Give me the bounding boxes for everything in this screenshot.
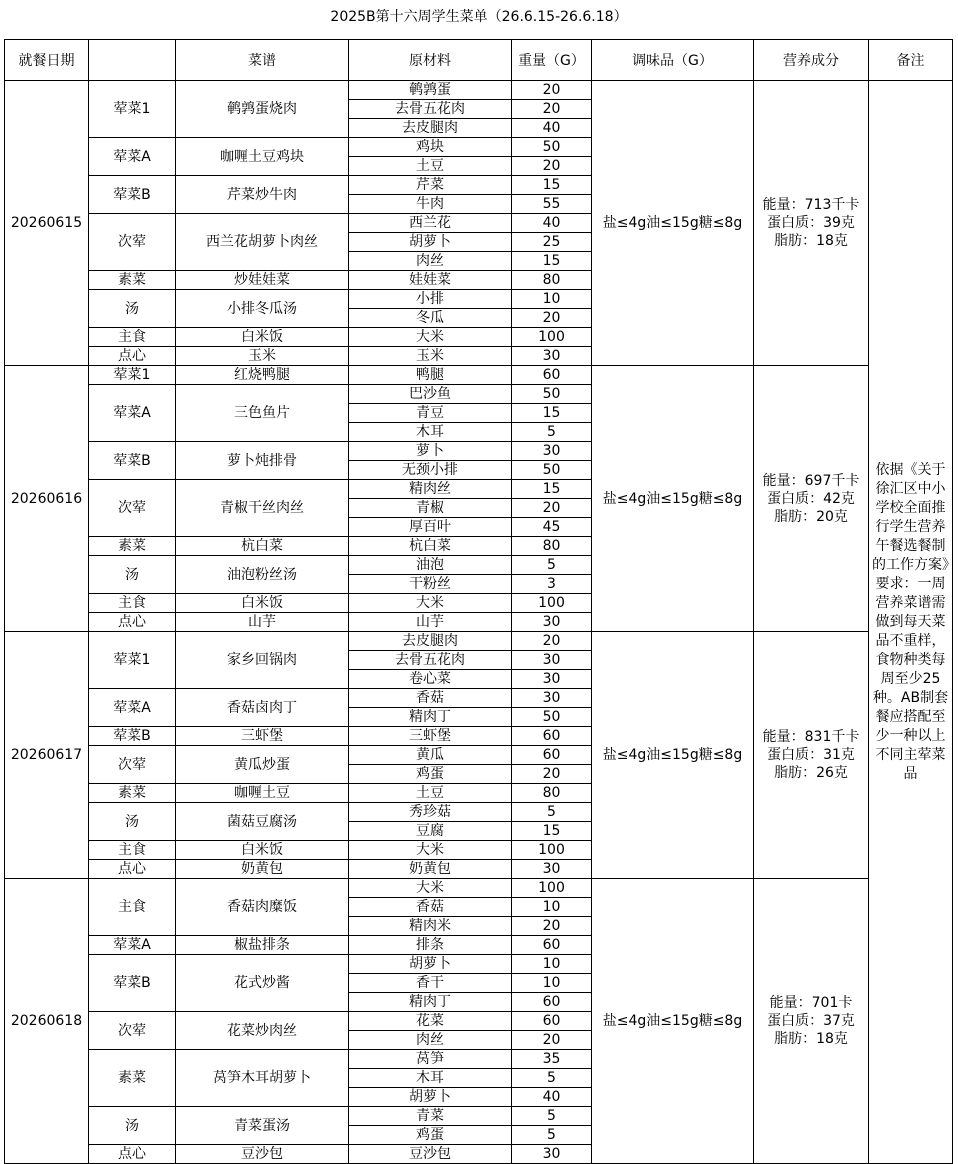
ingredient-weight: 10 (512, 955, 592, 974)
nutrition-line: 蛋白质：39克 (767, 215, 855, 231)
dish-category: 点心 (89, 347, 176, 366)
ingredient-weight: 30 (512, 1145, 592, 1164)
ingredient-weight: 50 (512, 461, 592, 480)
ingredient-weight: 100 (512, 879, 592, 898)
nutrition-info (754, 632, 869, 879)
dish-category: 荤菜A (89, 936, 176, 955)
ingredient-name: 芹菜 (349, 176, 512, 195)
dish-category: 次荤 (89, 1012, 176, 1050)
ingredient-name: 杭白菜 (349, 537, 512, 556)
table-row (5, 81, 953, 100)
dish-category: 荤菜B (89, 176, 176, 214)
meal-date: 20260618 (5, 879, 89, 1164)
dish-name: 咖喱土豆 (176, 784, 349, 803)
nutrition-line: 能量：713千卡 (762, 197, 860, 213)
ingredient-weight: 60 (512, 727, 592, 746)
ingredient-name: 厚百叶 (349, 518, 512, 537)
ingredient-weight: 45 (512, 518, 592, 537)
dish-name: 黄瓜炒蛋 (176, 746, 349, 784)
dish-category: 汤 (89, 803, 176, 841)
ingredient-name: 去皮腿肉 (349, 632, 512, 651)
ingredient-name: 无颈小排 (349, 461, 512, 480)
ingredient-weight: 30 (512, 670, 592, 689)
ingredient-weight: 20 (512, 765, 592, 784)
dish-category: 点心 (89, 860, 176, 879)
ingredient-weight: 20 (512, 1031, 592, 1050)
nutrition-line: 蛋白质：42克 (767, 490, 855, 507)
ingredient-weight: 80 (512, 537, 592, 556)
ingredient-weight: 40 (512, 119, 592, 138)
header-row (5, 40, 953, 81)
dish-name: 香菇卤肉丁 (176, 689, 349, 727)
dish-name: 芹菜炒牛肉 (176, 176, 349, 214)
nutrition-line: 能量：697千卡 (762, 472, 860, 489)
ingredient-name: 西兰花 (349, 214, 512, 233)
ingredient-name: 牛肉 (349, 195, 512, 214)
ingredient-name: 精肉米 (349, 917, 512, 936)
ingredient-weight: 15 (512, 176, 592, 195)
seasoning-limit: 盐≤4g油≤15g糖≤8g (592, 632, 754, 879)
dish-category: 汤 (89, 556, 176, 594)
dish-name: 炒娃娃菜 (176, 271, 349, 290)
dish-category: 荤菜1 (89, 632, 176, 689)
dish-name: 油泡粉丝汤 (176, 556, 349, 594)
ingredient-weight: 20 (512, 100, 592, 119)
ingredient-weight: 60 (512, 366, 592, 385)
dish-category: 点心 (89, 1145, 176, 1164)
dish-name: 红烧鸭腿 (176, 366, 349, 385)
ingredient-weight: 15 (512, 252, 592, 271)
ingredient-name: 香菇 (349, 898, 512, 917)
ingredient-name: 青豆 (349, 404, 512, 423)
dish-category: 点心 (89, 613, 176, 632)
ingredient-name: 去骨五花肉 (349, 651, 512, 670)
ingredient-name: 玉米 (349, 347, 512, 366)
dish-category: 素菜 (89, 271, 176, 290)
ingredient-name: 精肉丁 (349, 708, 512, 727)
dish-name: 家乡回锅肉 (176, 632, 349, 689)
ingredient-name: 冬瓜 (349, 309, 512, 328)
ingredient-name: 大米 (349, 328, 512, 347)
dish-category: 荤菜B (89, 727, 176, 746)
ingredient-name: 木耳 (349, 1069, 512, 1088)
ingredient-weight: 100 (512, 841, 592, 860)
ingredient-name: 肉丝 (349, 1031, 512, 1050)
ingredient-weight: 3 (512, 575, 592, 594)
ingredient-name: 青菜 (349, 1107, 512, 1126)
ingredient-weight: 80 (512, 784, 592, 803)
ingredient-weight: 40 (512, 1088, 592, 1107)
dish-name: 咖喱土豆鸡块 (176, 138, 349, 176)
ingredient-weight: 15 (512, 822, 592, 841)
ingredient-weight: 20 (512, 917, 592, 936)
header-weight: 重量（G） (512, 40, 592, 81)
dish-category: 荤菜1 (89, 366, 176, 385)
ingredient-name: 鸡蛋 (349, 765, 512, 784)
ingredient-name: 香菇 (349, 689, 512, 708)
ingredient-weight: 20 (512, 309, 592, 328)
dish-name: 奶黄包 (176, 860, 349, 879)
dish-category: 素菜 (89, 1050, 176, 1107)
ingredient-weight: 50 (512, 385, 592, 404)
ingredient-name: 木耳 (349, 423, 512, 442)
ingredient-name: 莴笋 (349, 1050, 512, 1069)
table-row (5, 632, 953, 651)
dish-category: 主食 (89, 841, 176, 860)
dish-name: 白米饭 (176, 841, 349, 860)
nutrition-info (754, 81, 869, 366)
ingredient-name: 排条 (349, 936, 512, 955)
ingredient-weight: 50 (512, 138, 592, 157)
ingredient-name: 去骨五花肉 (349, 100, 512, 119)
seasoning-limit: 盐≤4g油≤15g糖≤8g (592, 879, 754, 1164)
header-remark: 备注 (869, 40, 953, 81)
ingredient-name: 香干 (349, 974, 512, 993)
ingredient-weight: 30 (512, 442, 592, 461)
ingredient-name: 胡萝卜 (349, 955, 512, 974)
dish-name: 三色鱼片 (176, 385, 349, 442)
ingredient-name: 胡萝卜 (349, 233, 512, 252)
header-dish: 菜谱 (176, 40, 349, 81)
ingredient-weight: 25 (512, 233, 592, 252)
ingredient-name: 花菜 (349, 1012, 512, 1031)
menu-body (5, 81, 953, 1164)
ingredient-weight: 5 (512, 803, 592, 822)
dish-category: 荤菜A (89, 138, 176, 176)
dish-name: 山芋 (176, 613, 349, 632)
ingredient-name: 土豆 (349, 157, 512, 176)
ingredient-weight: 20 (512, 81, 592, 100)
dish-category: 次荤 (89, 746, 176, 784)
ingredient-weight: 10 (512, 974, 592, 993)
dish-name: 西兰花胡萝卜肉丝 (176, 214, 349, 271)
ingredient-name: 精肉丝 (349, 480, 512, 499)
header-seasoning: 调味品（G） (592, 40, 754, 81)
menu-table (4, 39, 953, 1164)
ingredient-name: 鹌鹑蛋 (349, 81, 512, 100)
ingredient-name: 精肉丁 (349, 993, 512, 1012)
ingredient-name: 山芋 (349, 613, 512, 632)
ingredient-name: 大米 (349, 594, 512, 613)
dish-name: 花菜炒肉丝 (176, 1012, 349, 1050)
ingredient-name: 豆沙包 (349, 1145, 512, 1164)
ingredient-weight: 35 (512, 1050, 592, 1069)
ingredient-name: 鸭腿 (349, 366, 512, 385)
dish-name: 玉米 (176, 347, 349, 366)
ingredient-weight: 5 (512, 556, 592, 575)
ingredient-name: 青椒 (349, 499, 512, 518)
ingredient-weight: 5 (512, 423, 592, 442)
ingredient-weight: 30 (512, 613, 592, 632)
header-ingredient: 原材料 (349, 40, 512, 81)
dish-category: 荤菜1 (89, 81, 176, 138)
ingredient-name: 豆腐 (349, 822, 512, 841)
ingredient-weight: 5 (512, 1126, 592, 1145)
ingredient-name: 黄瓜 (349, 746, 512, 765)
ingredient-name: 去皮腿肉 (349, 119, 512, 138)
dish-name: 白米饭 (176, 328, 349, 347)
meal-date: 20260617 (5, 632, 89, 879)
ingredient-name: 鸡块 (349, 138, 512, 157)
ingredient-weight: 20 (512, 499, 592, 518)
dish-name: 青椒干丝肉丝 (176, 480, 349, 537)
dish-name: 椒盐排条 (176, 936, 349, 955)
nutrition-line: 蛋白质：31克 (767, 747, 855, 763)
dish-category: 主食 (89, 879, 176, 936)
seasoning-limit: 盐≤4g油≤15g糖≤8g (592, 81, 754, 366)
dish-name: 萝卜炖排骨 (176, 442, 349, 480)
ingredient-weight: 50 (512, 708, 592, 727)
dish-category: 次荤 (89, 480, 176, 537)
ingredient-weight: 20 (512, 157, 592, 176)
dish-name: 鹌鹑蛋烧肉 (176, 81, 349, 138)
nutrition-line: 蛋白质：37克 (767, 1013, 855, 1029)
nutrition-line: 能量：831千卡 (762, 729, 860, 745)
nutrition-line: 脂肪：18克 (774, 233, 848, 249)
dish-category: 主食 (89, 328, 176, 347)
seasoning-limit: 盐≤4g油≤15g糖≤8g (592, 366, 754, 632)
ingredient-name: 肉丝 (349, 252, 512, 271)
nutrition-line: 脂肪：26克 (774, 765, 848, 781)
ingredient-name: 娃娃菜 (349, 271, 512, 290)
ingredient-weight: 15 (512, 480, 592, 499)
dish-name: 豆沙包 (176, 1145, 349, 1164)
ingredient-name: 萝卜 (349, 442, 512, 461)
ingredient-weight: 10 (512, 290, 592, 309)
ingredient-weight: 5 (512, 1069, 592, 1088)
remark-text: 依据《关于徐汇区中小学校全面推行学生营养午餐选餐制的工作方案》要求：一周营养菜谱需做到每天菜品不重样，食物种类每周至少25种。AB制套餐应搭配至少一种以上不同主荤菜品 (872, 461, 949, 782)
ingredient-weight: 30 (512, 347, 592, 366)
ingredient-name: 卷心菜 (349, 670, 512, 689)
dish-name: 青菜蛋汤 (176, 1107, 349, 1145)
nutrition-line: 能量：701卡 (769, 995, 853, 1011)
header-category (89, 40, 176, 81)
dish-category: 素菜 (89, 537, 176, 556)
ingredient-name: 三虾堡 (349, 727, 512, 746)
dish-name: 小排冬瓜汤 (176, 290, 349, 328)
dish-category: 汤 (89, 1107, 176, 1145)
dish-category: 荤菜B (89, 442, 176, 480)
ingredient-name: 鸡蛋 (349, 1126, 512, 1145)
dish-category: 荤菜B (89, 955, 176, 1012)
nutrition-info (754, 879, 869, 1164)
ingredient-name: 巴沙鱼 (349, 385, 512, 404)
ingredient-weight: 30 (512, 689, 592, 708)
dish-name: 莴笋木耳胡萝卜 (176, 1050, 349, 1107)
nutrition-line: 脂肪：20克 (774, 508, 848, 525)
ingredient-weight: 100 (512, 594, 592, 613)
ingredient-weight: 60 (512, 746, 592, 765)
ingredient-weight: 20 (512, 632, 592, 651)
table-row (5, 879, 953, 898)
ingredient-name: 大米 (349, 879, 512, 898)
ingredient-weight: 40 (512, 214, 592, 233)
ingredient-weight: 60 (512, 993, 592, 1012)
remark-note (869, 81, 953, 1164)
dish-category: 主食 (89, 594, 176, 613)
dish-name: 白米饭 (176, 594, 349, 613)
meal-date: 20260616 (5, 366, 89, 632)
dish-category: 汤 (89, 290, 176, 328)
table-row (5, 366, 953, 385)
dish-category: 荤菜A (89, 689, 176, 727)
dish-name: 杭白菜 (176, 537, 349, 556)
dish-name: 香菇肉糜饭 (176, 879, 349, 936)
ingredient-name: 胡萝卜 (349, 1088, 512, 1107)
nutrition-info (754, 366, 869, 632)
meal-date: 20260615 (5, 81, 89, 366)
ingredient-weight: 100 (512, 328, 592, 347)
ingredient-weight: 30 (512, 860, 592, 879)
ingredient-weight: 55 (512, 195, 592, 214)
ingredient-weight: 60 (512, 1012, 592, 1031)
dish-category: 素菜 (89, 784, 176, 803)
ingredient-name: 秀珍菇 (349, 803, 512, 822)
header-nutrition: 营养成分 (754, 40, 869, 81)
header-date: 就餐日期 (5, 40, 89, 81)
ingredient-name: 干粉丝 (349, 575, 512, 594)
ingredient-name: 小排 (349, 290, 512, 309)
ingredient-weight: 5 (512, 1107, 592, 1126)
nutrition-line: 脂肪：18克 (774, 1031, 848, 1047)
dish-name: 菌菇豆腐汤 (176, 803, 349, 841)
ingredient-name: 土豆 (349, 784, 512, 803)
ingredient-weight: 80 (512, 271, 592, 290)
ingredient-weight: 15 (512, 404, 592, 423)
ingredient-name: 油泡 (349, 556, 512, 575)
dish-name: 三虾堡 (176, 727, 349, 746)
dish-category: 次荤 (89, 214, 176, 271)
dish-name: 花式炒酱 (176, 955, 349, 1012)
ingredient-weight: 10 (512, 898, 592, 917)
ingredient-name: 奶黄包 (349, 860, 512, 879)
page-title: 2025B第十六周学生菜单（26.6.15-26.6.18） (330, 9, 628, 25)
ingredient-weight: 30 (512, 651, 592, 670)
dish-category: 荤菜A (89, 385, 176, 442)
ingredient-name: 大米 (349, 841, 512, 860)
ingredient-weight: 60 (512, 936, 592, 955)
